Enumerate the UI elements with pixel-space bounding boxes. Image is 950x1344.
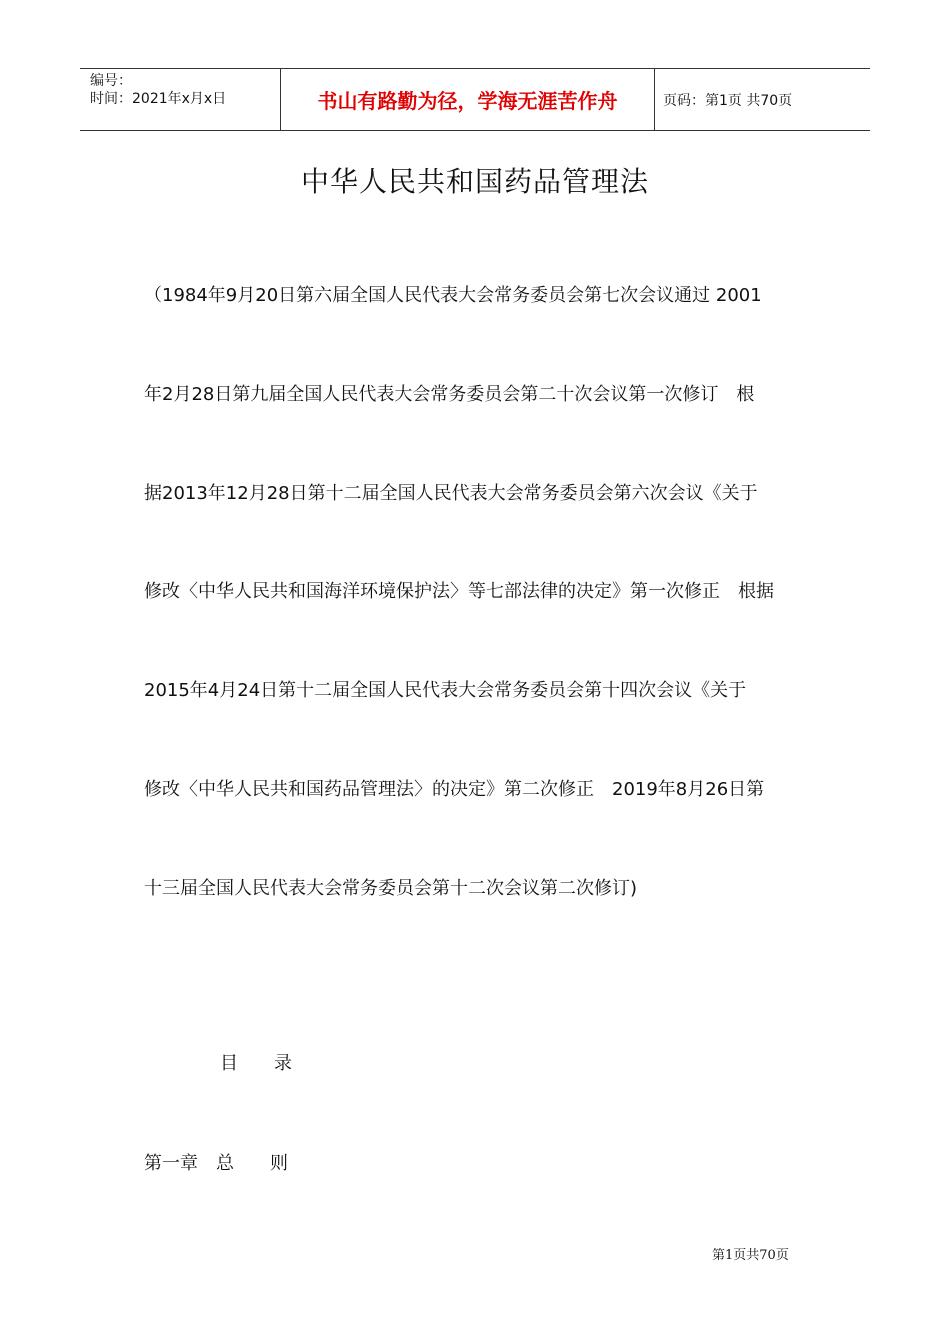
page-header [80,68,870,131]
preamble-line: （1984年9月20日第六届全国人民代表大会常务委员会第七次会议通过 2001 [144,285,762,306]
preamble-line: 年2月28日第九届全国人民代表大会常务委员会第二十次会议第一次修订 根 [144,383,755,405]
document-title: 中华人民共和国药品管理法 [300,165,649,198]
document-number-label: 编号： [90,73,132,89]
header-page-info: 页码：第1页 共70页 [663,92,793,109]
preamble-line: 2015年4月24日第十二届全国人民代表大会常务委员会第十四次会议《关于 [144,680,747,702]
toc-chapter-1[interactable]: 第一章 总 则 [144,1153,288,1174]
preamble-line: 据2013年12月28日第十二届全国人民代表大会常务委员会第六次会议《关于 [144,482,758,504]
preamble-paragraph [144,278,808,970]
page-footer: 第1页共70页 [712,1248,789,1263]
header-motto-cell [281,69,655,130]
preamble-line: 修改〈中华人民共和国海洋环境保护法〉等七部法律的决定》第一次修正 根据 [144,581,774,603]
header-meta-cell [80,69,281,130]
header-page-cell [655,69,870,130]
preamble-line: 修改〈中华人民共和国药品管理法〉的决定》第二次修正 2019年8月26日第 [144,778,765,800]
document-time: 时间：2021年x月x日 [90,91,227,107]
header-motto: 书山有路勤为径，学海无涯苦作舟 [317,89,618,113]
preamble-line: 十三届全国人民代表大会常务委员会第十二次会议第二次修订) [144,877,638,899]
table-of-contents-heading: 目 录 [220,1053,292,1074]
